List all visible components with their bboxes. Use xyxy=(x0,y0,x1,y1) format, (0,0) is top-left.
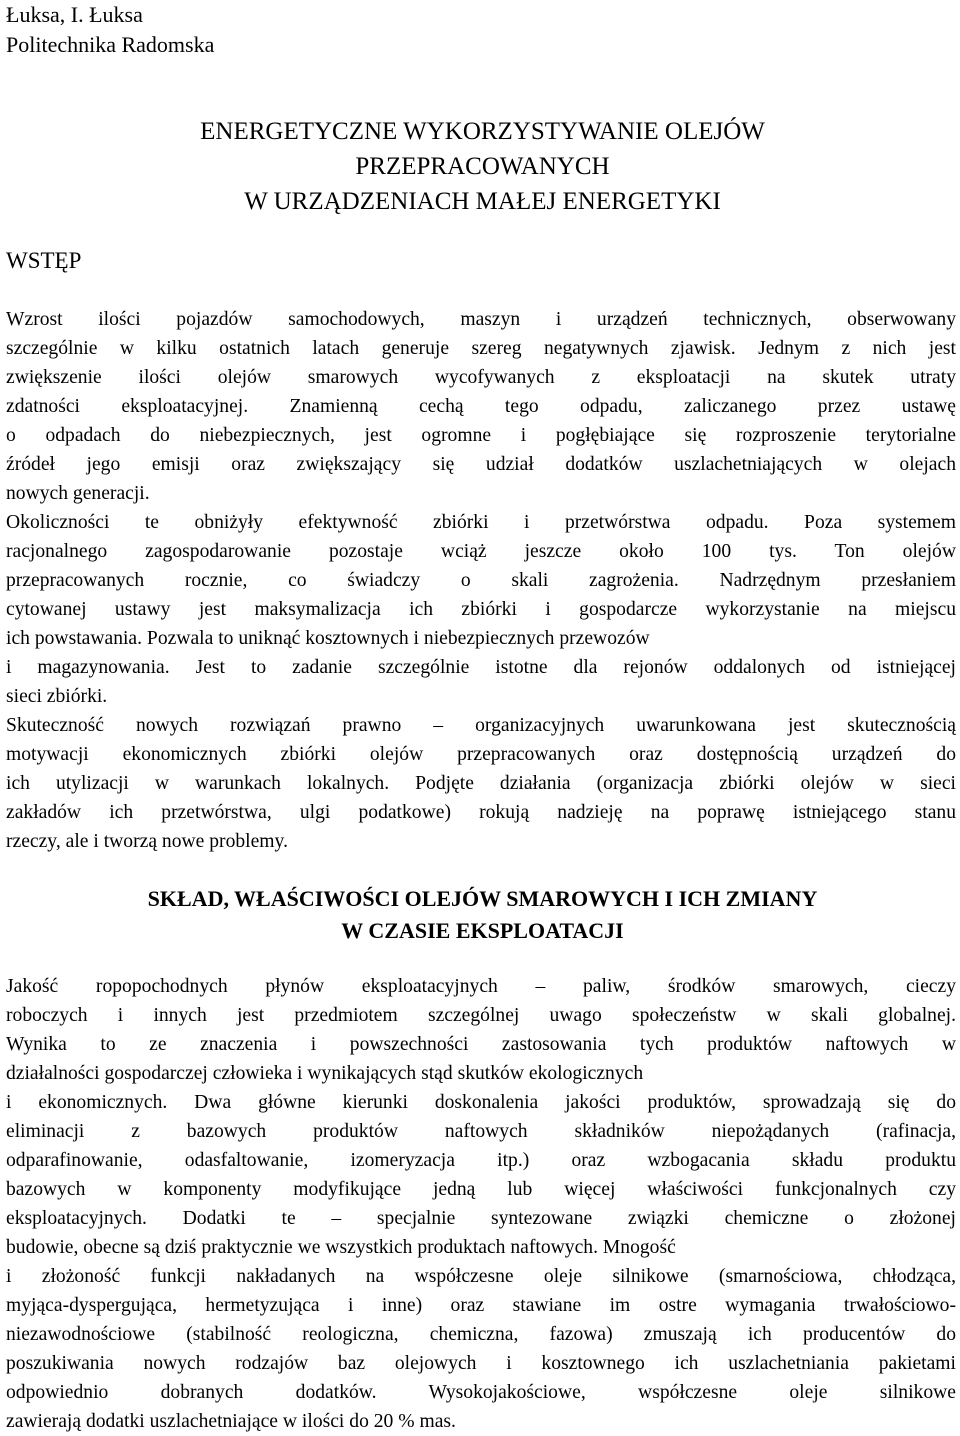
text-line: źródeł jego emisji oraz zwiększający się udział dodatków uszlachetniających w olejach xyxy=(6,454,956,475)
text-line: niezawodnościowe (stabilność reologiczna, chemiczna, fazowa) zmuszają ich producentów do xyxy=(6,1324,956,1345)
title-line: W URZĄDZENIACH MAŁEJ ENERGETYKI xyxy=(244,188,721,215)
title-line: ENERGETYCZNE WYKORZYSTYWANIE OLEJÓW xyxy=(200,118,765,145)
text-line: zakładów ich przetwórstwa, ulgi podatkowe) rokują nadzieję na poprawę istniejącego stanu xyxy=(6,802,956,823)
text-line: przepracowanych rocznie, co świadczy o skali zagrożenia. Nadrzędnym przesłaniem xyxy=(6,570,956,591)
text-line: i magazynowania. Jest to zadanie szczególnie istotne dla rejonów oddalonych od istniejącej xyxy=(6,657,956,678)
text-line: zwiększenie ilości olejów smarowych wycofywanych z eksploatacji na skutek utraty xyxy=(6,367,956,388)
text-line: racjonalnego zagospodarowanie pozostaje wciąż jeszcze około 100 tys. Ton olejów xyxy=(6,541,956,562)
text-line: ich powstawania. Pozwala to uniknąć kosztownych i niebezpiecznych przewozów xyxy=(6,628,650,649)
intro-body xyxy=(6,305,956,856)
text-line: eksploatacyjnych. Dodatki te – specjalnie syntezowane związki chemiczne o złożonej xyxy=(6,1208,956,1229)
text-line: nowych generacji. xyxy=(6,483,150,504)
text-line: odpowiednio dobranych dodatków. Wysokojakościowe, współczesne oleje silnikowe xyxy=(6,1382,956,1403)
text-line: zawierają dodatki uszlachetniające w ilości do 20 % mas. xyxy=(6,1411,456,1432)
text-line: i złożoność funkcji nakładanych na współczesne oleje silnikowe (smarnościowa, chłodząca, xyxy=(6,1266,956,1287)
text-line: zdatności eksploatacyjnej. Znamienną cechą tego odpadu, zaliczanego przez ustawę xyxy=(6,396,956,417)
text-line: cytowanej ustawy jest maksymalizacja ich zbiórki i gospodarcze wykorzystanie na miejscu xyxy=(6,599,956,620)
text-line: sieci zbiórki. xyxy=(6,686,108,707)
section-heading xyxy=(90,883,875,947)
paper-title xyxy=(90,114,875,219)
text-line: poszukiwania nowych rodzajów baz olejowych i kosztownego ich uszlachetniania pakietami xyxy=(6,1353,956,1374)
text-line: budowie, obecne są dziś praktycznie we wszystkich produktach naftowych. Mnogość xyxy=(6,1237,676,1258)
text-line: eliminacji z bazowych produktów naftowych składników niepożądanych (rafinacja, xyxy=(6,1121,956,1142)
section-body xyxy=(6,972,956,1436)
intro-heading: WSTĘP xyxy=(6,248,82,273)
text-line: Jakość ropopochodnych płynów eksploatacyjnych – paliw, środków smarowych, cieczy xyxy=(6,976,956,997)
section-heading-line: SKŁAD, WŁAŚCIWOŚCI OLEJÓW SMAROWYCH I ICH ZMIANY xyxy=(147,886,818,911)
text-line: myjąca-dyspergująca, hermetyzująca i inne) oraz stawiane im ostre wymagania trwałościowo- xyxy=(6,1295,956,1316)
text-line: i ekonomicznych. Dwa główne kierunki doskonalenia jakości produktów, sprowadzają się do xyxy=(6,1092,956,1113)
text-line: ich utylizacji w warunkach lokalnych. Podjęte działania (organizacja zbiórki olejów w sieci xyxy=(6,773,956,794)
text-line: działalności gospodarczej człowieka i wynikających stąd skutków ekologicznych xyxy=(6,1063,644,1084)
text-line: motywacji ekonomicznych zbiórki olejów przepracowanych oraz dostępnością urządzeń do xyxy=(6,744,956,765)
text-line: roboczych i innych jest przedmiotem szczególnej uwago społeczeństw w skali globalnej. xyxy=(6,1005,956,1026)
text-line: odparafinowanie, odasfaltowanie, izomeryzacja itp.) oraz wzbogacania składu produktu xyxy=(6,1150,956,1171)
author-block xyxy=(6,0,406,60)
text-line: Okoliczności te obniżyły efektywność zbiórki i przetwórstwa odpadu. Poza systemem xyxy=(6,512,956,533)
title-line: PRZEPRACOWANYCH xyxy=(355,153,610,180)
affiliation: Politechnika Radomska xyxy=(6,32,215,57)
text-line: szczególnie w kilku ostatnich latach generuje szereg negatywnych zjawisk. Jednym z nich jest xyxy=(6,338,956,359)
text-line: rzeczy, ale i tworzą nowe problemy. xyxy=(6,831,288,852)
authors: Łuksa, I. Łuksa xyxy=(6,2,143,27)
text-line: Wynika to ze znaczenia i powszechności zastosowania tych produktów naftowych w xyxy=(6,1034,956,1055)
text-line: Skuteczność nowych rozwiązań prawno – organizacyjnych uwarunkowana jest skutecznością xyxy=(6,715,956,736)
text-line: Wzrost ilości pojazdów samochodowych, maszyn i urządzeń technicznych, obserwowany xyxy=(6,309,956,330)
text-line: bazowych w komponenty modyfikujące jedną lub więcej właściwości funkcjonalnych czy xyxy=(6,1179,956,1200)
section-heading-line: W CZASIE EKSPLOATACJI xyxy=(341,918,624,943)
text-line: o odpadach do niebezpiecznych, jest ogromne i pogłębiające się rozproszenie terytorialne xyxy=(6,425,956,446)
